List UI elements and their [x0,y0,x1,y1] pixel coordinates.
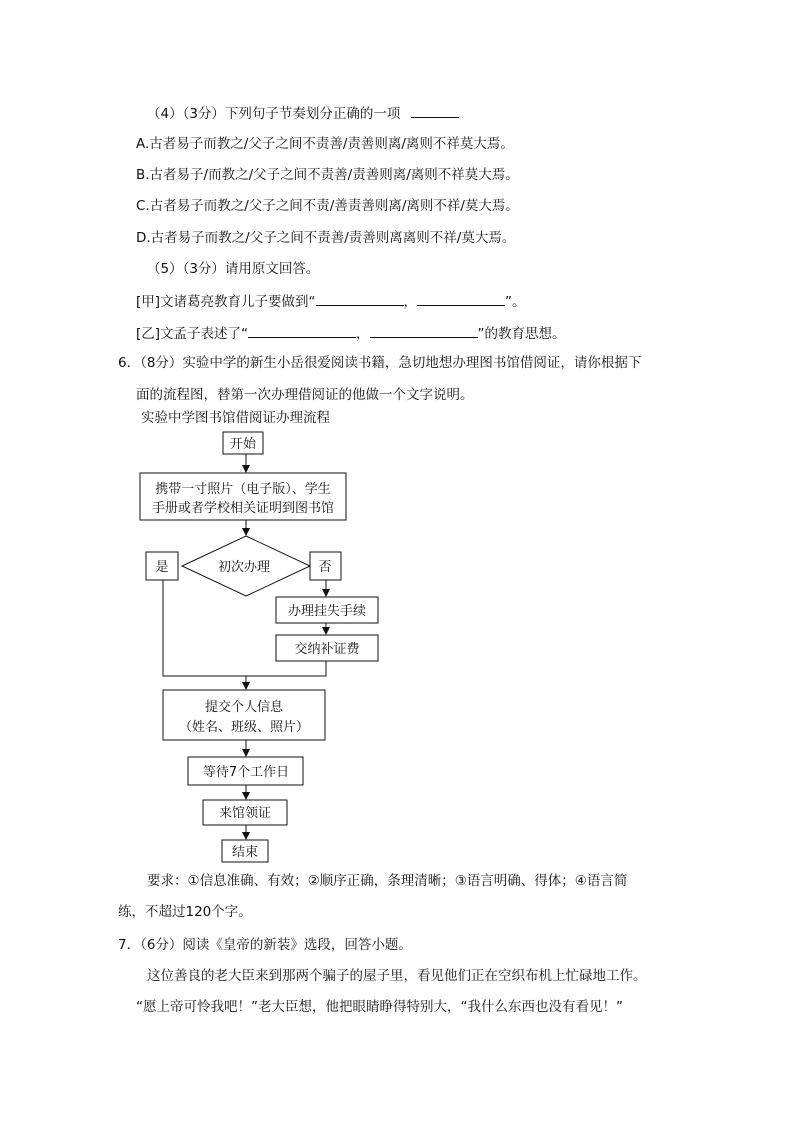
bring-label-1: 携带一寸照片（电子版）、学生 [155,482,331,497]
start-label: 开始 [229,437,257,452]
q6-line1: 6．（8分）实验中学的新生小岳很爱阅读书籍，急切地想办理图书馆借阅证，请你根据下 [118,355,642,371]
fee-label: 交纳补证费 [294,642,360,657]
q6-requirements-2: 练，不超过120个字。 [118,904,252,920]
q5-yi: [乙]文孟子表述了“ ， ”的教育思想。 [136,323,566,343]
q7-paragraph-2: “愿上帝可怜我吧！”老大臣想，他把眼睛睁得特别大，“我什么东西也没有看见！” [136,999,623,1015]
bring-label-2: 手册或者学校相关证明到图书馆 [151,501,335,516]
flowchart-title: 实验中学图书馆借阅证办理流程 [141,410,330,426]
decision-label: 初次办理 [217,560,271,575]
collect-label: 来馆领证 [218,806,272,821]
end-label: 结束 [231,845,259,860]
q6-requirements-1: 要求：①信息准确、有效；②顺序正确，条理清晰；③语言明确、得体；④语言简 [147,873,628,889]
q5-stem: （5）（3分）请用原文回答。 [147,261,320,277]
loss-label: 办理挂失手续 [287,604,367,619]
q4-option-d: D.古者易子而教之/父子之间不责善/责善则离离则不祥/莫大焉。 [136,230,516,246]
q4-option-b: B.古者易子/而教之/父子之间不责善/责善则离/离则不祥莫大焉。 [136,167,519,183]
q7-stem: 7．（6分）阅读《皇帝的新装》选段，回答小题。 [118,937,412,953]
wait-label: 等待7个工作日 [202,765,290,780]
q6-line2: 面的流程图，替第一次办理借阅证的他做一个文字说明。 [136,387,474,403]
yes-label: 是 [155,560,169,575]
q4-stem: （4）（3分）下列句子节奏划分正确的一项 [147,103,459,123]
q7-paragraph-1: 这位善良的老大臣来到那两个骗子的屋子里，看见他们正在空织布机上忙碌地工作。 [147,968,647,984]
submit-label-1: 提交个人信息 [204,700,284,715]
q4-option-c: C.古者易子而教之/父子之间不责/善责善则离/离则不祥/莫大焉。 [136,198,519,214]
q4-option-a: A.古者易子而教之/父子之间不责善/责善则离/离则不祥莫大焉。 [136,136,514,152]
submit-label-2: （姓名、班级、照片） [178,720,310,735]
q5-jia: [甲]文诸葛亮教育儿子要做到“ ， ”。 [136,291,526,311]
no-label: 否 [318,560,332,575]
